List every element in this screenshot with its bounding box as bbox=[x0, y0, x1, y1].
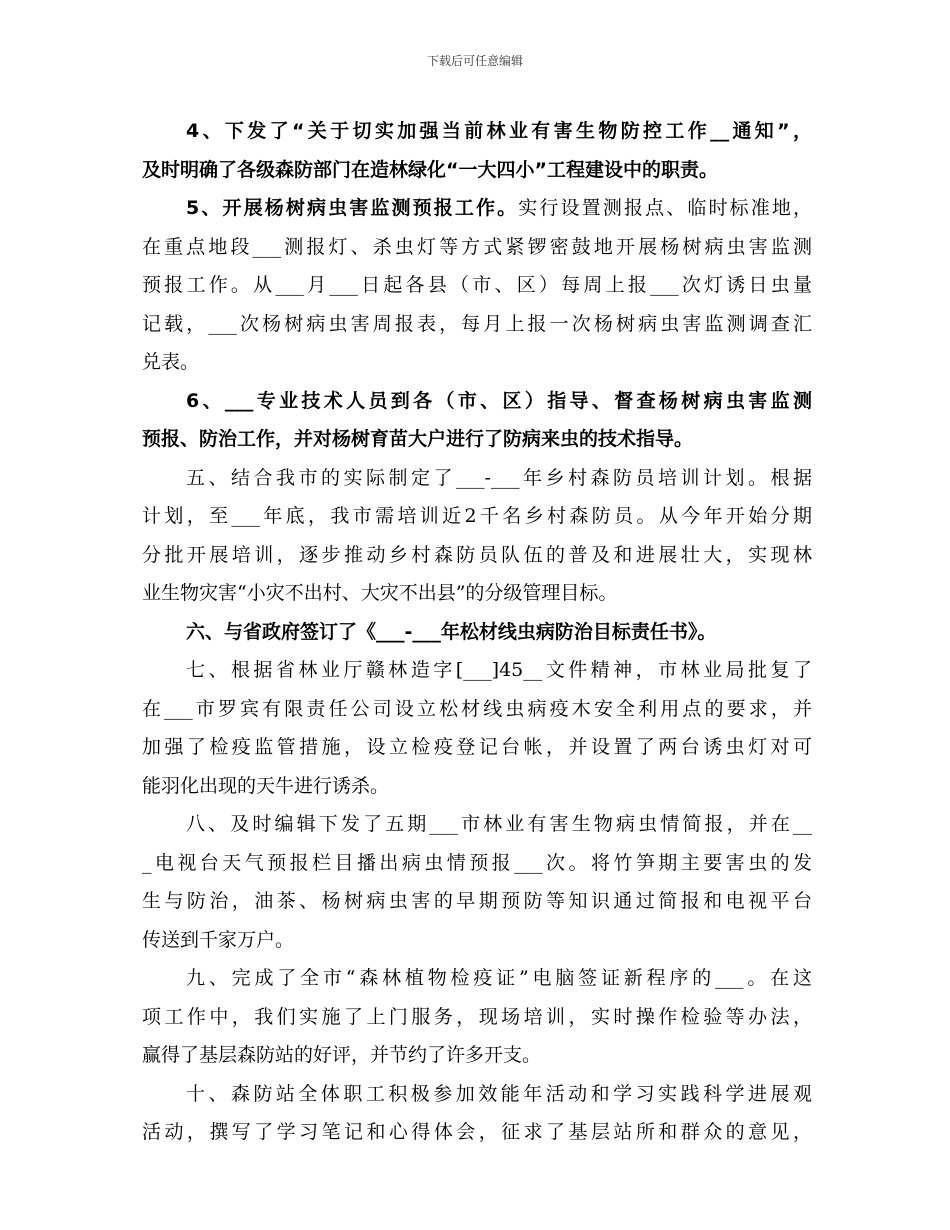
page-header: 下载后可任意编辑 bbox=[426, 54, 523, 68]
text-line: 七、根据省林业厅赣林造字[___]45__文件精神，市林业局批复了 bbox=[186, 659, 812, 681]
text-line: 加强了检疫监管措施，设立检疫登记台帐，并设置了两台诱虫灯对可 bbox=[142, 736, 812, 758]
text-line: 预报工作。从___月___日起各县（市、区）每周上报___次灯诱日虫量 bbox=[142, 274, 812, 296]
text-line: 分批开展培训，逐步推动乡村森防员队伍的普及和进展壮大，实现林 bbox=[142, 543, 812, 566]
text-line: 在___市罗宾有限责任公司设立松材线虫病疫木安全利用点的要求，并 bbox=[142, 697, 812, 720]
text-line: 传送到千家万户。 bbox=[142, 928, 295, 951]
text-line: 在重点地段___测报灯、杀虫灯等方式紧锣密鼓地开展杨树病虫害监测 bbox=[142, 235, 812, 258]
bold-heading: 5、开展杨树病虫害监测预报工作。 bbox=[186, 197, 519, 219]
text-line: 五、结合我市的实际制定了___-___年乡村森防员培训计划。根据 bbox=[186, 466, 812, 489]
text-line: _电视台天气预报栏目播出病虫情预报___次。将竹笋期主要害虫的发 bbox=[142, 851, 812, 874]
line-text: 实行设置测报点、临时标准地， bbox=[518, 197, 812, 219]
text-line: 业生物灾害“小灾不出村、大灾不出县”的分级管理目标。 bbox=[142, 582, 618, 604]
text-line: 兑表。 bbox=[142, 351, 200, 373]
text-line: 记载，___次杨树病虫害周报表，每月上报一次杨树病虫害监测调查汇 bbox=[142, 312, 812, 335]
text-line: 活动，撰写了学习笔记和心得体会，征求了基层站所和群众的意见， bbox=[142, 1121, 812, 1143]
text-line: 6、___专业技术人员到各（市、区）指导、督查杨树病虫害监测 bbox=[186, 389, 812, 412]
text-line: 十、森防站全体职工积极参加效能年活动和学习实践科学进展观 bbox=[186, 1082, 812, 1105]
text-line: 项工作中，我们实施了上门服务，现场培训，实时操作检验等办法， bbox=[142, 1005, 812, 1028]
document-body bbox=[142, 112, 812, 1152]
text-line: 生与防治，油茶、杨树病虫害的早期预防等知识通过简报和电视平台 bbox=[142, 890, 812, 912]
text-line: 八、及时编辑下发了五期___市林业有害生物病虫情简报，并在__ bbox=[186, 813, 812, 835]
text-line: 预报、防治工作，并对杨树育苗大户进行了防病来虫的技术指导。 bbox=[142, 428, 694, 450]
text-line: 赢得了基层森防站的好评，并节约了许多开支。 bbox=[142, 1044, 542, 1066]
text-line: 4、下发了“关于切实加强当前林业有害生物防控工作__通知”， bbox=[186, 120, 812, 142]
text-line bbox=[142, 189, 812, 228]
text-line: 及时明确了各级森防部门在造林绿化“一大四小”工程建设中的职责。 bbox=[142, 158, 718, 181]
text-line: 能羽化出现的天牛进行诱杀。 bbox=[142, 774, 390, 797]
text-line: 九、完成了全市“森林植物检疫证”电脑签证新程序的___。在这 bbox=[186, 967, 812, 989]
text-line: 计划，至___年底，我市需培训近2千名乡村森防员。从今年开始分期 bbox=[142, 505, 812, 527]
text-line: 六、与省政府签订了《___-___年松材线虫病防治目标责任书》。 bbox=[186, 620, 717, 643]
